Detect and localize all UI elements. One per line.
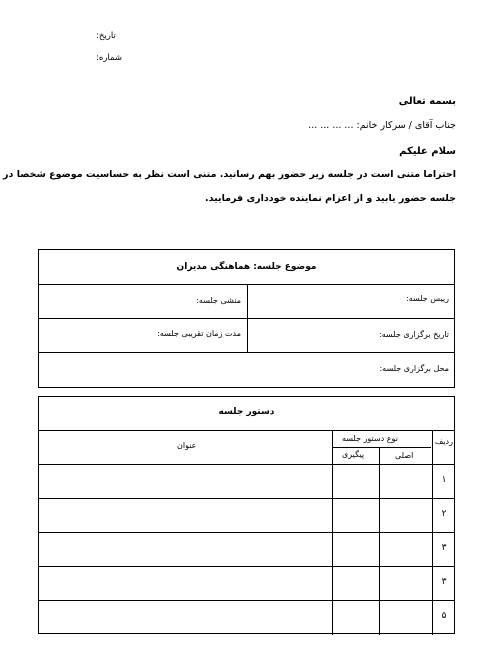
body-line-1: احتراما متنی است در جلسه زیر حضور بهم رسانید. متنی است نظر به حساسیت موضوع شخصا در xyxy=(3,169,456,180)
divider xyxy=(39,352,454,353)
col-row-header: ردیف xyxy=(435,437,453,446)
column-divider xyxy=(332,430,333,635)
divider xyxy=(39,430,454,431)
secretary-label: منشی جلسه: xyxy=(196,296,241,305)
col-title-header: عنوان xyxy=(177,441,197,450)
agenda-table xyxy=(38,396,455,634)
location-label: محل برگزاری جلسه: xyxy=(379,364,449,373)
col-followup-header: پیگیری xyxy=(342,450,365,459)
row-divider xyxy=(39,566,454,567)
addressee-line: جناب آقای / سرکار خانم: ... ... ... ... xyxy=(308,120,456,131)
row-divider xyxy=(39,498,454,499)
subheader-divider xyxy=(332,447,431,448)
duration-label: مدت زمان تقریبی جلسه: xyxy=(157,329,241,338)
number-label: شماره: xyxy=(96,53,123,63)
meeting-subject: موضوع جلسه: هماهنگی مدیران xyxy=(176,262,317,272)
header-bottom xyxy=(39,464,454,465)
row-number: ۳ xyxy=(441,543,447,553)
row-number: ۱ xyxy=(441,475,447,485)
body-line-2: جلسه حضور یابید و از اعزام نماینده خودداری فرمایید. xyxy=(205,193,456,204)
chair-label: رییس جلسه: xyxy=(406,294,449,303)
agenda-title: دستور جلسه xyxy=(218,407,275,417)
greeting: سلام علیکم xyxy=(399,146,456,157)
row-number: ۵ xyxy=(441,611,447,621)
row-number: ۳ xyxy=(441,577,447,587)
row-divider xyxy=(39,600,454,601)
column-divider xyxy=(247,284,248,352)
date-label: تاریخ: xyxy=(96,31,116,41)
meeting-info-box xyxy=(38,249,455,388)
col-type-header: نوع دستور جلسه xyxy=(342,434,398,443)
meeting-date-label: تاریخ برگزاری جلسه: xyxy=(379,330,449,339)
row-divider xyxy=(39,532,454,533)
row-number: ۲ xyxy=(441,509,447,519)
column-divider xyxy=(432,430,433,635)
bismillah: بسمه تعالی xyxy=(398,96,456,107)
column-divider xyxy=(379,447,380,635)
col-main-header: اصلی xyxy=(395,451,414,460)
